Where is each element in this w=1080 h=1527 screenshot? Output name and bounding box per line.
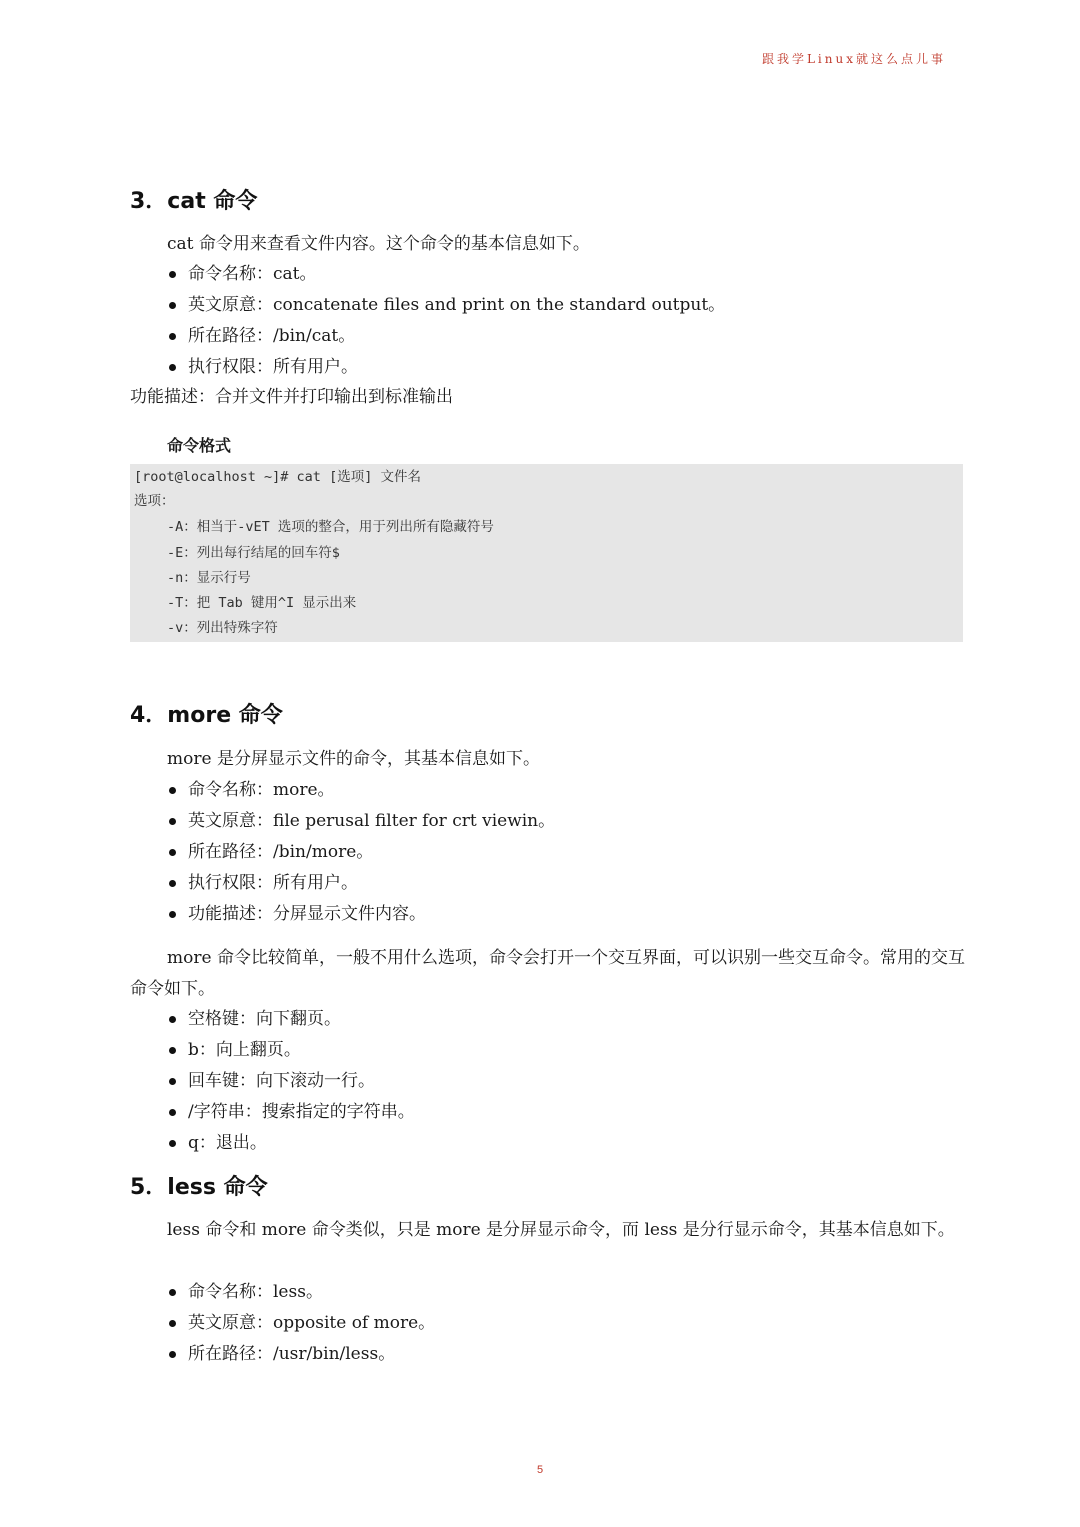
- code-block: [130, 464, 963, 642]
- list-item: 功能描述：分屏显示文件内容。: [167, 899, 555, 930]
- list-item: 所在路径：/bin/more。: [167, 837, 555, 868]
- header-note: 跟我学Linux就这么点儿事: [761, 52, 946, 66]
- list-item: 命令名称：cat。: [167, 259, 725, 290]
- list-item: 所在路径：/usr/bin/less。: [167, 1339, 435, 1370]
- section-title-cat: 3．cat 命令: [130, 189, 258, 214]
- code-line: -T：把 Tab 键用^I 显示出来: [167, 595, 357, 611]
- list-item: 回车键：向下滚动一行。: [167, 1066, 415, 1097]
- list-item: 命令名称：more。: [167, 775, 555, 806]
- list-item: 命令名称：less。: [167, 1277, 435, 1308]
- code-line: -E：列出每行结尾的回车符$: [167, 545, 340, 561]
- section-title-less: 5．less 命令: [130, 1175, 268, 1200]
- cat-intro: cat 命令用来查看文件内容。这个命令的基本信息如下。: [167, 234, 590, 254]
- cat-info-list: [167, 259, 725, 383]
- list-item: 所在路径：/bin/cat。: [167, 321, 725, 352]
- more-intro: more 是分屏显示文件的命令，其基本信息如下。: [167, 749, 540, 769]
- list-item: 英文原意：opposite of more。: [167, 1308, 435, 1339]
- list-item: 英文原意：concatenate files and print on the standard output。: [167, 290, 725, 321]
- code-line: -v：列出特殊字符: [167, 620, 278, 636]
- list-item: 英文原意：file perusal filter for crt viewin。: [167, 806, 555, 837]
- less-intro: less 命令和 more 命令类似，只是 more 是分屏显示命令，而 less 是分行显示命令，其基本信息如下。: [167, 1220, 955, 1240]
- list-item: 空格键：向下翻页。: [167, 1004, 415, 1035]
- format-label: 命令格式: [167, 436, 232, 455]
- more-info-list: [167, 775, 555, 930]
- list-item: 执行权限：所有用户。: [167, 868, 555, 899]
- code-line: -A：相当于-vET 选项的整合，用于列出所有隐藏符号: [167, 519, 494, 535]
- less-info-list: [167, 1277, 435, 1370]
- page-number: 5: [536, 1464, 544, 1476]
- section-title-more: 4．more 命令: [130, 703, 283, 728]
- code-line: [root@localhost ~]# cat [选项] 文件名: [134, 469, 421, 485]
- cat-description: 功能描述：合并文件并打印输出到标准输出: [130, 387, 453, 407]
- more-keys-list: [167, 1004, 415, 1159]
- code-line: -n：显示行号: [167, 570, 251, 586]
- list-item: q：退出。: [167, 1128, 415, 1159]
- more-usage: more 命令比较简单，一般不用什么选项，命令会打开一个交互界面，可以识别一些交互命令。常用的交互命令如下。: [130, 948, 965, 999]
- code-line: 选项：: [134, 493, 175, 509]
- list-item: 执行权限：所有用户。: [167, 352, 725, 383]
- list-item: b：向上翻页。: [167, 1035, 415, 1066]
- list-item: /字符串：搜索指定的字符串。: [167, 1097, 415, 1128]
